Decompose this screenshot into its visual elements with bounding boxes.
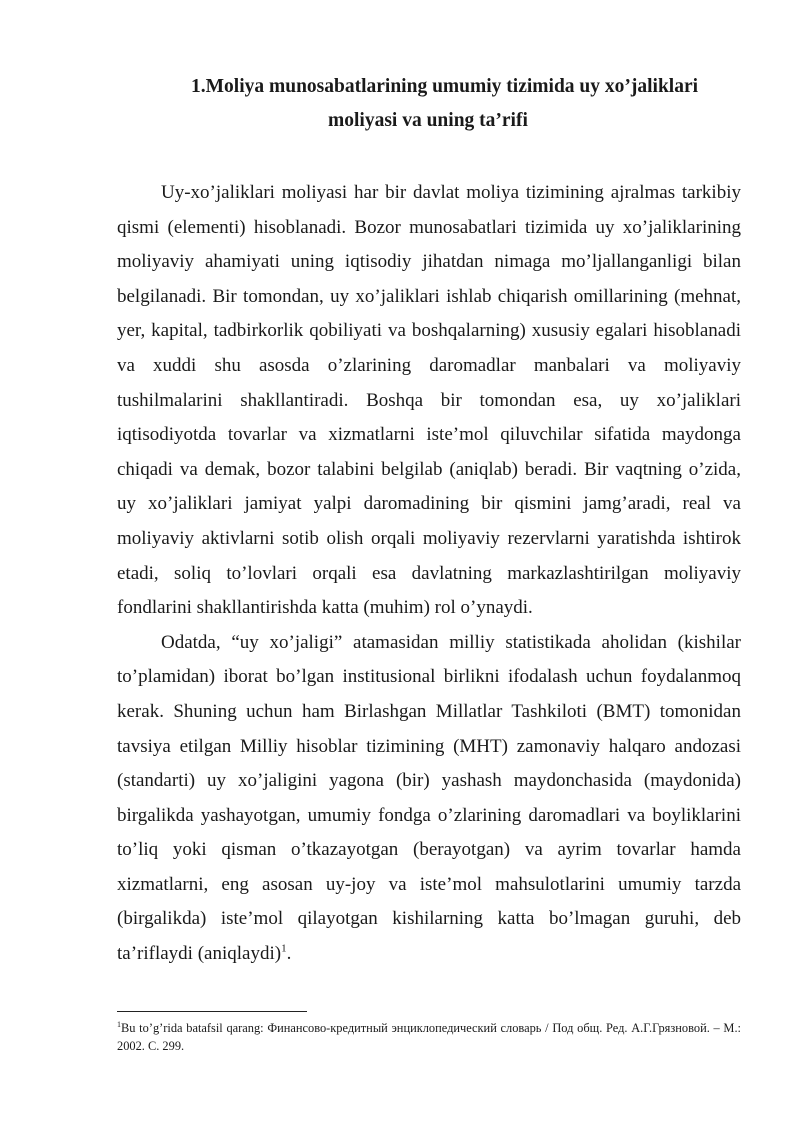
footnote-text: Bu to’g’rida batafsil qarang: Финансово-кредитный энциклопедический словарь / Под общ. Ред. А.Г.Грязновой. – М.: 2002. С. 299. <box>117 1021 741 1053</box>
paragraph-1: Uy-xo’jaliklari moliyasi har bir davlat moliya tizimining ajralmas tarkibiy qismi (elementi) hisoblanadi. Bozor munosabatlari tizimida uy xo’jaliklarining moliyaviy ahamiyati uning iqtisodiy jihatdan nimaga mo’ljallanganligi bilan belgilanadi. Bir tomondan, uy xo’jaliklari ishlab chiqarish omillarining (mehnat, yer, kapital, tadbirkorlik qobiliyati va boshqalarning) xususiy egalari hisoblanadi va xuddi shu asosda o’zlarining daromadlar manbalari va moliyaviy tushilmalarini shakllantiradi. Boshqa bir tomondan esa, uy xo’jaliklari iqtisodiyotda tovarlar va xizmatlarni iste’mol qiluvchilar sifatida maydonga chiqadi va demak, bozor talabini belgilab (aniqlab) beradi. Bir vaqtning o’zida, uy xo’jaliklari jamiyat yalpi daromadining bir qismini jamg’aradi, real va moliyaviy aktivlarni sotib olish orqali moliyaviy rezervlarni yaratishda ishtirok etadi, soliq to’lovlari orqali esa davlatning markazlashtirilgan moliyaviy fondlarini shakllantirishda katta (muhim) rol o’ynaydi. <box>117 182 741 619</box>
footnote <box>117 1019 741 1055</box>
paragraph-2-text: Odatda, “uy xo’jaligi” atamasidan milliy statistikada aholidan (kishilar to’plamidan) iborat bo’lgan institusional birlikni ifodalash uchun foydalanmoq kerak. Shuning uchun ham Birlashgan Millatlar Tashkiloti (BMT) tomonidan tavsiya etilgan Milliy hisoblar tizimining (MHT) zamonaviy halqaro andozasi (standarti) uy xo’jaligini yagona (bir) yashash maydonchasida (maydonida) birgalikda yashayotgan, umumiy fondga o’zlarining daromadlari va boyliklarini to’liq yoki qisman o’tkazayotgan (berayotgan) va ayrim tovarlar hamda xizmatlarni, eng asosan uy-joy va iste’mol mahsulotlarini umumiy tarzda (birgalikda) iste’mol qilayotgan kishilarning katta bo’lmagan guruhi, deb ta’riflaydi (aniqlaydi) <box>117 631 741 965</box>
paragraph-2: Odatda, “uy xo’jaligi” atamasidan milliy statistikada aholidan (kishilar to’plamidan) iborat bo’lgan institusional birlikni ifodalash uchun foydalanmoq kerak. Shuning uchun ham Birlashgan Millatlar Tashkiloti (BMT) tomonidan tavsiya etilgan Milliy hisoblar tizimining (MHT) zamonaviy halqaro andozasi (standarti) uy xo’jaligini yagona (bir) yashash maydonchasida (maydonida) birgalikda yashayotgan, umumiy fondga o’zlarining daromadlari va boyliklarini to’liq yoki qisman o’tkazayotgan (berayotgan) va ayrim tovarlar hamda xizmatlarni, eng asosan uy-joy va iste’mol mahsulotlarini umumiy tarzda (birgalikda) iste’mol qilayotgan kishilarning katta bo’lmagan guruhi, deb ta’riflaydi (aniqlaydi)$^1$. <box>117 631 741 965</box>
title-line-1: 1.Moliya munosabatlarining umumiy tizimida uy xo’jaliklari <box>191 76 699 97</box>
title-line-2: moliyasi va uning ta’rifi <box>328 110 528 131</box>
footnote-divider <box>117 1011 307 1012</box>
section-title <box>0 70 800 138</box>
footnote-reference: 1 <box>281 942 287 955</box>
footnote-mark: 1 <box>117 1019 121 1029</box>
body-text <box>117 176 741 972</box>
